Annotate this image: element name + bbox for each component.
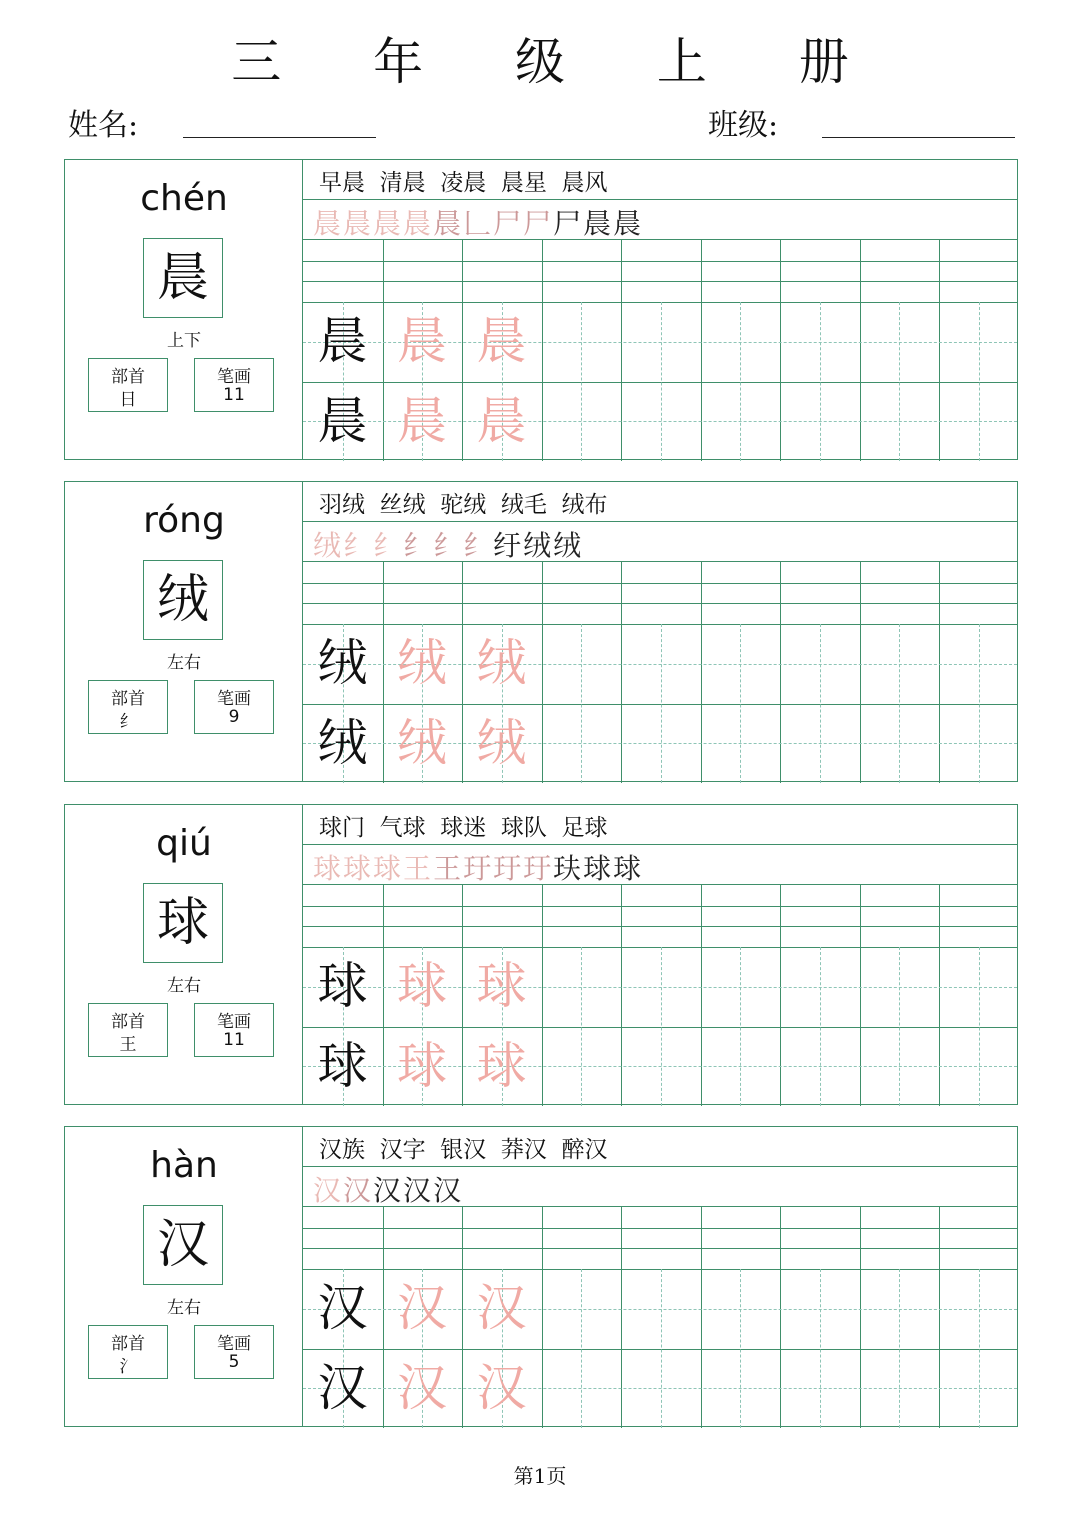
card-info-panel xyxy=(65,160,303,459)
stroke-step: 玗 xyxy=(463,852,494,885)
guide-line xyxy=(899,624,900,783)
guide-line xyxy=(979,947,980,1106)
structure-label: 左右 xyxy=(167,976,201,996)
practice-character: 绒 xyxy=(476,714,527,772)
practice-character: 绒 xyxy=(397,634,447,692)
stroke-step: 绒 xyxy=(313,529,344,562)
card-info-panel xyxy=(65,482,303,781)
stroke-step: 绒 xyxy=(523,529,554,562)
guide-line xyxy=(661,947,662,1106)
radical-box xyxy=(88,358,168,412)
guide-line xyxy=(820,1269,821,1428)
strokes-box xyxy=(194,358,274,412)
grid-line xyxy=(621,561,622,783)
stroke-step: 球 xyxy=(343,852,374,885)
stroke-step: 𠃊 xyxy=(463,207,494,240)
stroke-step: 晨 xyxy=(433,207,464,240)
guide-line xyxy=(979,624,980,783)
radical-value: 王 xyxy=(119,1035,137,1055)
grid-line xyxy=(303,1228,1017,1229)
character-card xyxy=(64,804,1018,1105)
strokes-value: 11 xyxy=(223,385,245,405)
practice-character: 球 xyxy=(397,957,447,1015)
radical-box xyxy=(88,680,168,734)
grid-line xyxy=(701,884,702,1106)
practice-character: 绒 xyxy=(476,634,527,692)
page-number: 第1页 xyxy=(513,1464,567,1488)
grid-line xyxy=(860,1206,861,1428)
structure-label: 左右 xyxy=(167,1298,201,1318)
stroke-order xyxy=(313,202,643,242)
practice-character: 球 xyxy=(476,1037,527,1095)
character-card xyxy=(64,1126,1018,1427)
practice-character: 球 xyxy=(317,957,368,1015)
stroke-step: 纟 xyxy=(403,529,434,562)
practice-character: 晨 xyxy=(397,312,447,370)
strokes-value: 11 xyxy=(223,1030,245,1050)
stroke-step: 尸 xyxy=(553,207,584,240)
practice-area xyxy=(303,1127,1017,1426)
grid-line xyxy=(303,844,1017,845)
pinyin: chén xyxy=(140,178,228,219)
guide-line xyxy=(899,302,900,461)
example-words: 球门 气球 球迷 球队 足球 xyxy=(319,815,608,841)
character: 绒 xyxy=(156,570,209,630)
guide-line xyxy=(661,302,662,461)
stroke-step: 晨 xyxy=(583,207,614,240)
grid-line xyxy=(780,239,781,461)
stroke-step: 汉 xyxy=(433,1174,464,1207)
practice-character: 球 xyxy=(476,957,527,1015)
strokes-box xyxy=(194,680,274,734)
strokes-value: 9 xyxy=(228,707,240,727)
grid-line xyxy=(780,561,781,783)
grid-line xyxy=(303,603,1017,604)
grid-line xyxy=(303,199,1017,200)
guide-line xyxy=(740,302,741,461)
character-box xyxy=(143,1205,223,1285)
practice-character: 汉 xyxy=(317,1359,368,1417)
stroke-step: 晨 xyxy=(403,207,434,240)
strokes-box xyxy=(194,1325,274,1379)
character: 晨 xyxy=(156,248,209,308)
practice-character: 绒 xyxy=(397,714,447,772)
practice-character: 晨 xyxy=(476,312,527,370)
card-info-panel xyxy=(65,1127,303,1426)
guide-line xyxy=(581,1269,582,1428)
stroke-step: 汉 xyxy=(403,1174,434,1207)
structure-label: 上下 xyxy=(167,331,201,351)
guide-line xyxy=(740,624,741,783)
stroke-step: 绒 xyxy=(553,529,584,562)
stroke-step: 球 xyxy=(313,852,344,885)
character: 球 xyxy=(156,893,209,953)
guide-line xyxy=(979,1269,980,1428)
guide-line xyxy=(899,947,900,1106)
grid-line xyxy=(939,561,940,783)
grid-line xyxy=(303,1166,1017,1167)
practice-character: 晨 xyxy=(317,392,368,450)
practice-character: 晨 xyxy=(317,312,368,370)
class-field[interactable] xyxy=(822,137,1015,138)
grid-line xyxy=(303,583,1017,584)
stroke-step: 尸 xyxy=(523,207,554,240)
grid-line xyxy=(701,239,702,461)
stroke-step: 晨 xyxy=(343,207,374,240)
character-box xyxy=(143,238,223,318)
character-box xyxy=(143,883,223,963)
pinyin: qiú xyxy=(156,823,212,864)
practice-character: 绒 xyxy=(317,634,368,692)
stroke-step: 玞 xyxy=(553,852,584,885)
stroke-order xyxy=(313,847,643,887)
strokes-box xyxy=(194,1003,274,1057)
grid-line xyxy=(303,926,1017,927)
radical-box xyxy=(88,1325,168,1379)
radical-value: 日 xyxy=(119,390,137,410)
guide-line xyxy=(661,624,662,783)
guide-line xyxy=(820,302,821,461)
grid-line xyxy=(303,906,1017,907)
stroke-step: 汉 xyxy=(343,1174,374,1207)
stroke-step: 球 xyxy=(583,852,614,885)
example-words: 早晨 清晨 凌晨 晨星 晨风 xyxy=(319,170,608,196)
character-box xyxy=(143,560,223,640)
grid-line xyxy=(542,1206,543,1428)
practice-character: 汉 xyxy=(476,1359,527,1417)
strokes-label: 笔画 xyxy=(217,367,251,387)
grid-line xyxy=(780,1206,781,1428)
guide-line xyxy=(740,947,741,1106)
strokes-label: 笔画 xyxy=(217,689,251,709)
character-card xyxy=(64,159,1018,460)
grid-line xyxy=(303,1248,1017,1249)
radical-label: 部首 xyxy=(111,1012,145,1032)
radical-label: 部首 xyxy=(111,367,145,387)
radical-label: 部首 xyxy=(111,689,145,709)
guide-line xyxy=(820,947,821,1106)
practice-character: 球 xyxy=(317,1037,368,1095)
guide-line xyxy=(581,947,582,1106)
grid-line xyxy=(542,239,543,461)
stroke-step: 晨 xyxy=(313,207,344,240)
practice-character: 汉 xyxy=(397,1279,447,1337)
character: 汉 xyxy=(156,1215,209,1275)
grid-line xyxy=(860,561,861,783)
card-info-panel xyxy=(65,805,303,1104)
stroke-step: 球 xyxy=(373,852,404,885)
radical-value: 纟 xyxy=(119,712,137,732)
practice-character: 汉 xyxy=(397,1359,447,1417)
grid-line xyxy=(860,884,861,1106)
practice-character: 球 xyxy=(397,1037,447,1095)
practice-character: 绒 xyxy=(317,714,368,772)
grid-line xyxy=(780,884,781,1106)
stroke-step: 纟 xyxy=(373,529,404,562)
stroke-step: 尸 xyxy=(493,207,524,240)
grid-line xyxy=(621,1206,622,1428)
stroke-step: 球 xyxy=(613,852,644,885)
stroke-step: 玗 xyxy=(493,852,524,885)
practice-area xyxy=(303,482,1017,781)
structure-label: 左右 xyxy=(167,653,201,673)
strokes-label: 笔画 xyxy=(217,1012,251,1032)
grid-line xyxy=(939,884,940,1106)
stroke-step: 汉 xyxy=(313,1174,344,1207)
practice-character: 晨 xyxy=(397,392,447,450)
radical-box xyxy=(88,1003,168,1057)
grid-line xyxy=(542,561,543,783)
pinyin: hàn xyxy=(150,1145,218,1186)
stroke-order xyxy=(313,524,583,564)
stroke-step: 汉 xyxy=(373,1174,404,1207)
strokes-label: 笔画 xyxy=(217,1334,251,1354)
stroke-step: 玗 xyxy=(523,852,554,885)
example-words: 汉族 汉字 银汉 莽汉 醉汉 xyxy=(319,1137,608,1163)
name-field[interactable] xyxy=(183,137,376,138)
guide-line xyxy=(661,1269,662,1428)
strokes-value: 5 xyxy=(228,1352,240,1372)
stroke-step: 王 xyxy=(403,852,434,885)
grid-line xyxy=(303,521,1017,522)
guide-line xyxy=(740,1269,741,1428)
grid-line xyxy=(303,281,1017,282)
practice-character: 汉 xyxy=(476,1279,527,1337)
radical-label: 部首 xyxy=(111,1334,145,1354)
page-title: 三 年 级 上 册 xyxy=(231,33,887,91)
stroke-step: 晨 xyxy=(373,207,404,240)
guide-line xyxy=(899,1269,900,1428)
grid-line xyxy=(701,561,702,783)
stroke-step: 纟 xyxy=(463,529,494,562)
pinyin: róng xyxy=(143,500,225,541)
grid-line xyxy=(939,239,940,461)
guide-line xyxy=(979,302,980,461)
grid-line xyxy=(860,239,861,461)
stroke-step: 纡 xyxy=(493,529,524,562)
guide-line xyxy=(581,624,582,783)
stroke-order xyxy=(313,1169,463,1209)
practice-character: 汉 xyxy=(317,1279,368,1337)
guide-line xyxy=(581,302,582,461)
stroke-step: 纟 xyxy=(433,529,464,562)
class-label: 班级: xyxy=(708,108,779,143)
name-label: 姓名: xyxy=(68,108,139,143)
practice-area xyxy=(303,160,1017,459)
character-card xyxy=(64,481,1018,782)
guide-line xyxy=(820,624,821,783)
grid-line xyxy=(303,261,1017,262)
stroke-step: 王 xyxy=(433,852,464,885)
stroke-step: 纟 xyxy=(343,529,374,562)
radical-value: 氵 xyxy=(119,1357,137,1377)
grid-line xyxy=(621,239,622,461)
practice-character: 晨 xyxy=(476,392,527,450)
grid-line xyxy=(701,1206,702,1428)
example-words: 羽绒 丝绒 驼绒 绒毛 绒布 xyxy=(319,492,608,518)
practice-area xyxy=(303,805,1017,1104)
grid-line xyxy=(939,1206,940,1428)
stroke-step: 晨 xyxy=(613,207,644,240)
grid-line xyxy=(621,884,622,1106)
grid-line xyxy=(542,884,543,1106)
